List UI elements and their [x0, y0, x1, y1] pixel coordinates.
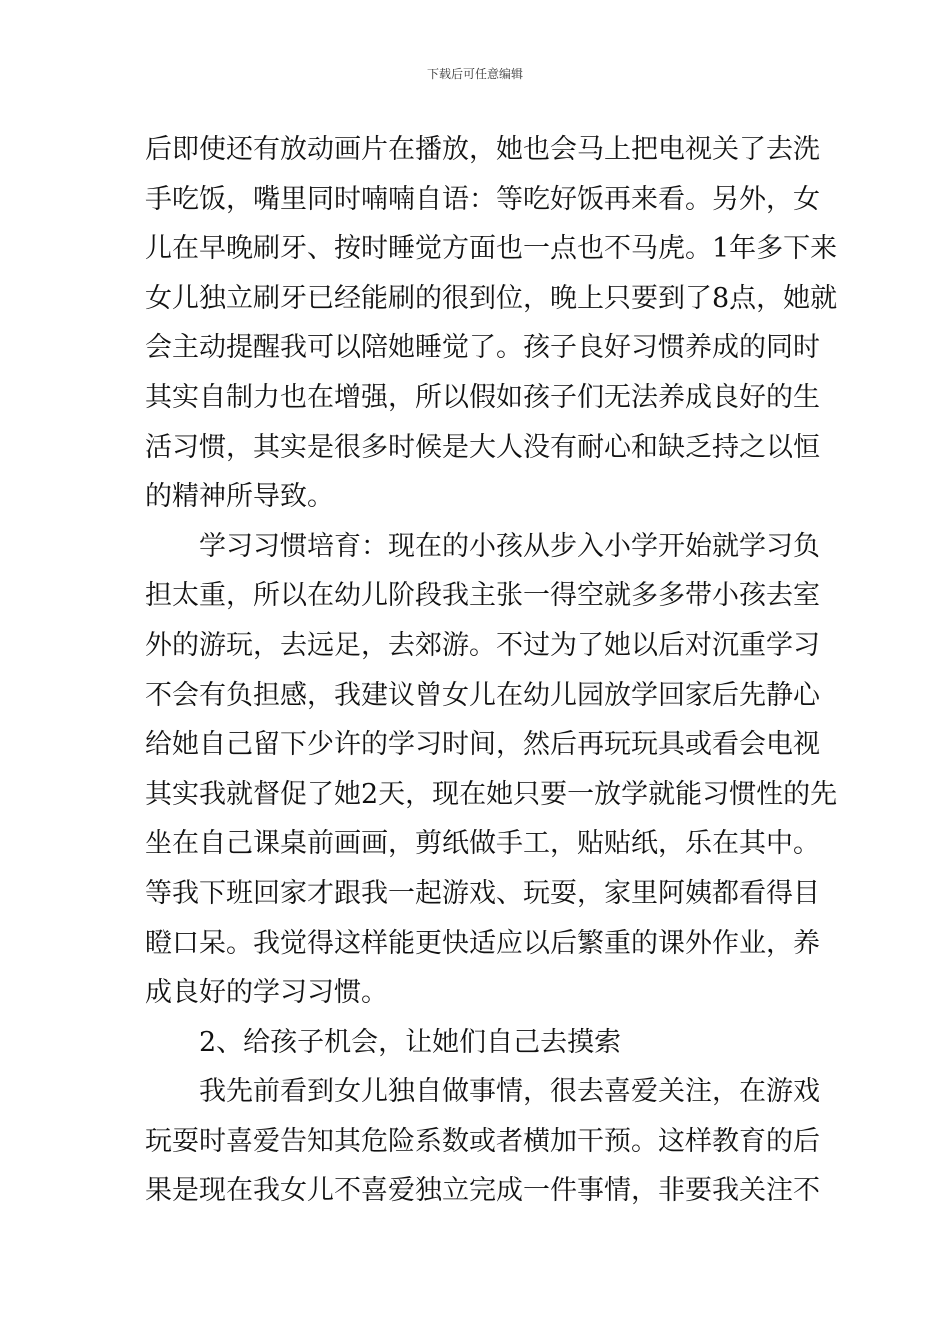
text-line: 担太重，所以在幼儿阶段我主张一得空就多多带小孩去室 [145, 580, 820, 612]
text-line: 其实我就督促了她2天，现在她只要一放学就能习惯性的先 [145, 778, 838, 810]
section-heading: 2、给孩子机会，让她们自己去摸索 [199, 1026, 622, 1058]
text-line: 其实自制力也在增强，所以假如孩子们无法养成良好的生 [145, 381, 820, 413]
document-body [145, 125, 838, 1216]
text-line: 成良好的学习习惯。 [145, 977, 388, 1009]
text-line: 给她自己留下少许的学习时间，然后再玩玩具或看会电视 [145, 729, 820, 761]
text-line: 等我下班回家才跟我一起游戏、玩耍，家里阿姨都看得目 [145, 877, 820, 909]
text-line: 玩耍时喜爱告知其危险系数或者横加干预。这样教育的后 [145, 1125, 820, 1157]
text-line: 的精神所导致。 [145, 481, 334, 513]
text-line: 女儿独立刷牙已经能刷的很到位，晚上只要到了8点，她就 [145, 282, 838, 314]
text-line: 儿在早晚刷牙、按时睡觉方面也一点也不马虎。1年多下来 [145, 233, 838, 265]
text-line: 坐在自己课桌前画画，剪纸做手工，贴贴纸，乐在其中。 [145, 828, 820, 860]
page-header: 下载后可任意编辑 [426, 67, 523, 81]
text-line: 不会有负担感，我建议曾女儿在幼儿园放学回家后先静心 [145, 679, 820, 711]
text-line: 活习惯，其实是很多时候是大人没有耐心和缺乏持之以恒 [145, 431, 820, 463]
text-line: 外的游玩，去远足，去郊游。不过为了她以后对沉重学习 [145, 629, 820, 661]
text-line: 手吃饭，嘴里同时喃喃自语：等吃好饭再来看。另外，女 [145, 183, 820, 215]
paragraph-start-line: 学习习惯培育：现在的小孩从步入小学开始就学习负 [199, 530, 820, 562]
text-line: 瞪口呆。我觉得这样能更快适应以后繁重的课外作业，养 [145, 927, 820, 959]
paragraph-start-line: 我先前看到女儿独自做事情，很去喜爱关注，在游戏 [199, 1076, 820, 1108]
text-line: 果是现在我女儿不喜爱独立完成一件事情，非要我关注不 [145, 1175, 820, 1207]
text-line: 会主动提醒我可以陪她睡觉了。孩子良好习惯养成的同时 [145, 332, 820, 364]
text-line: 后即使还有放动画片在播放，她也会马上把电视关了去洗 [145, 134, 820, 165]
